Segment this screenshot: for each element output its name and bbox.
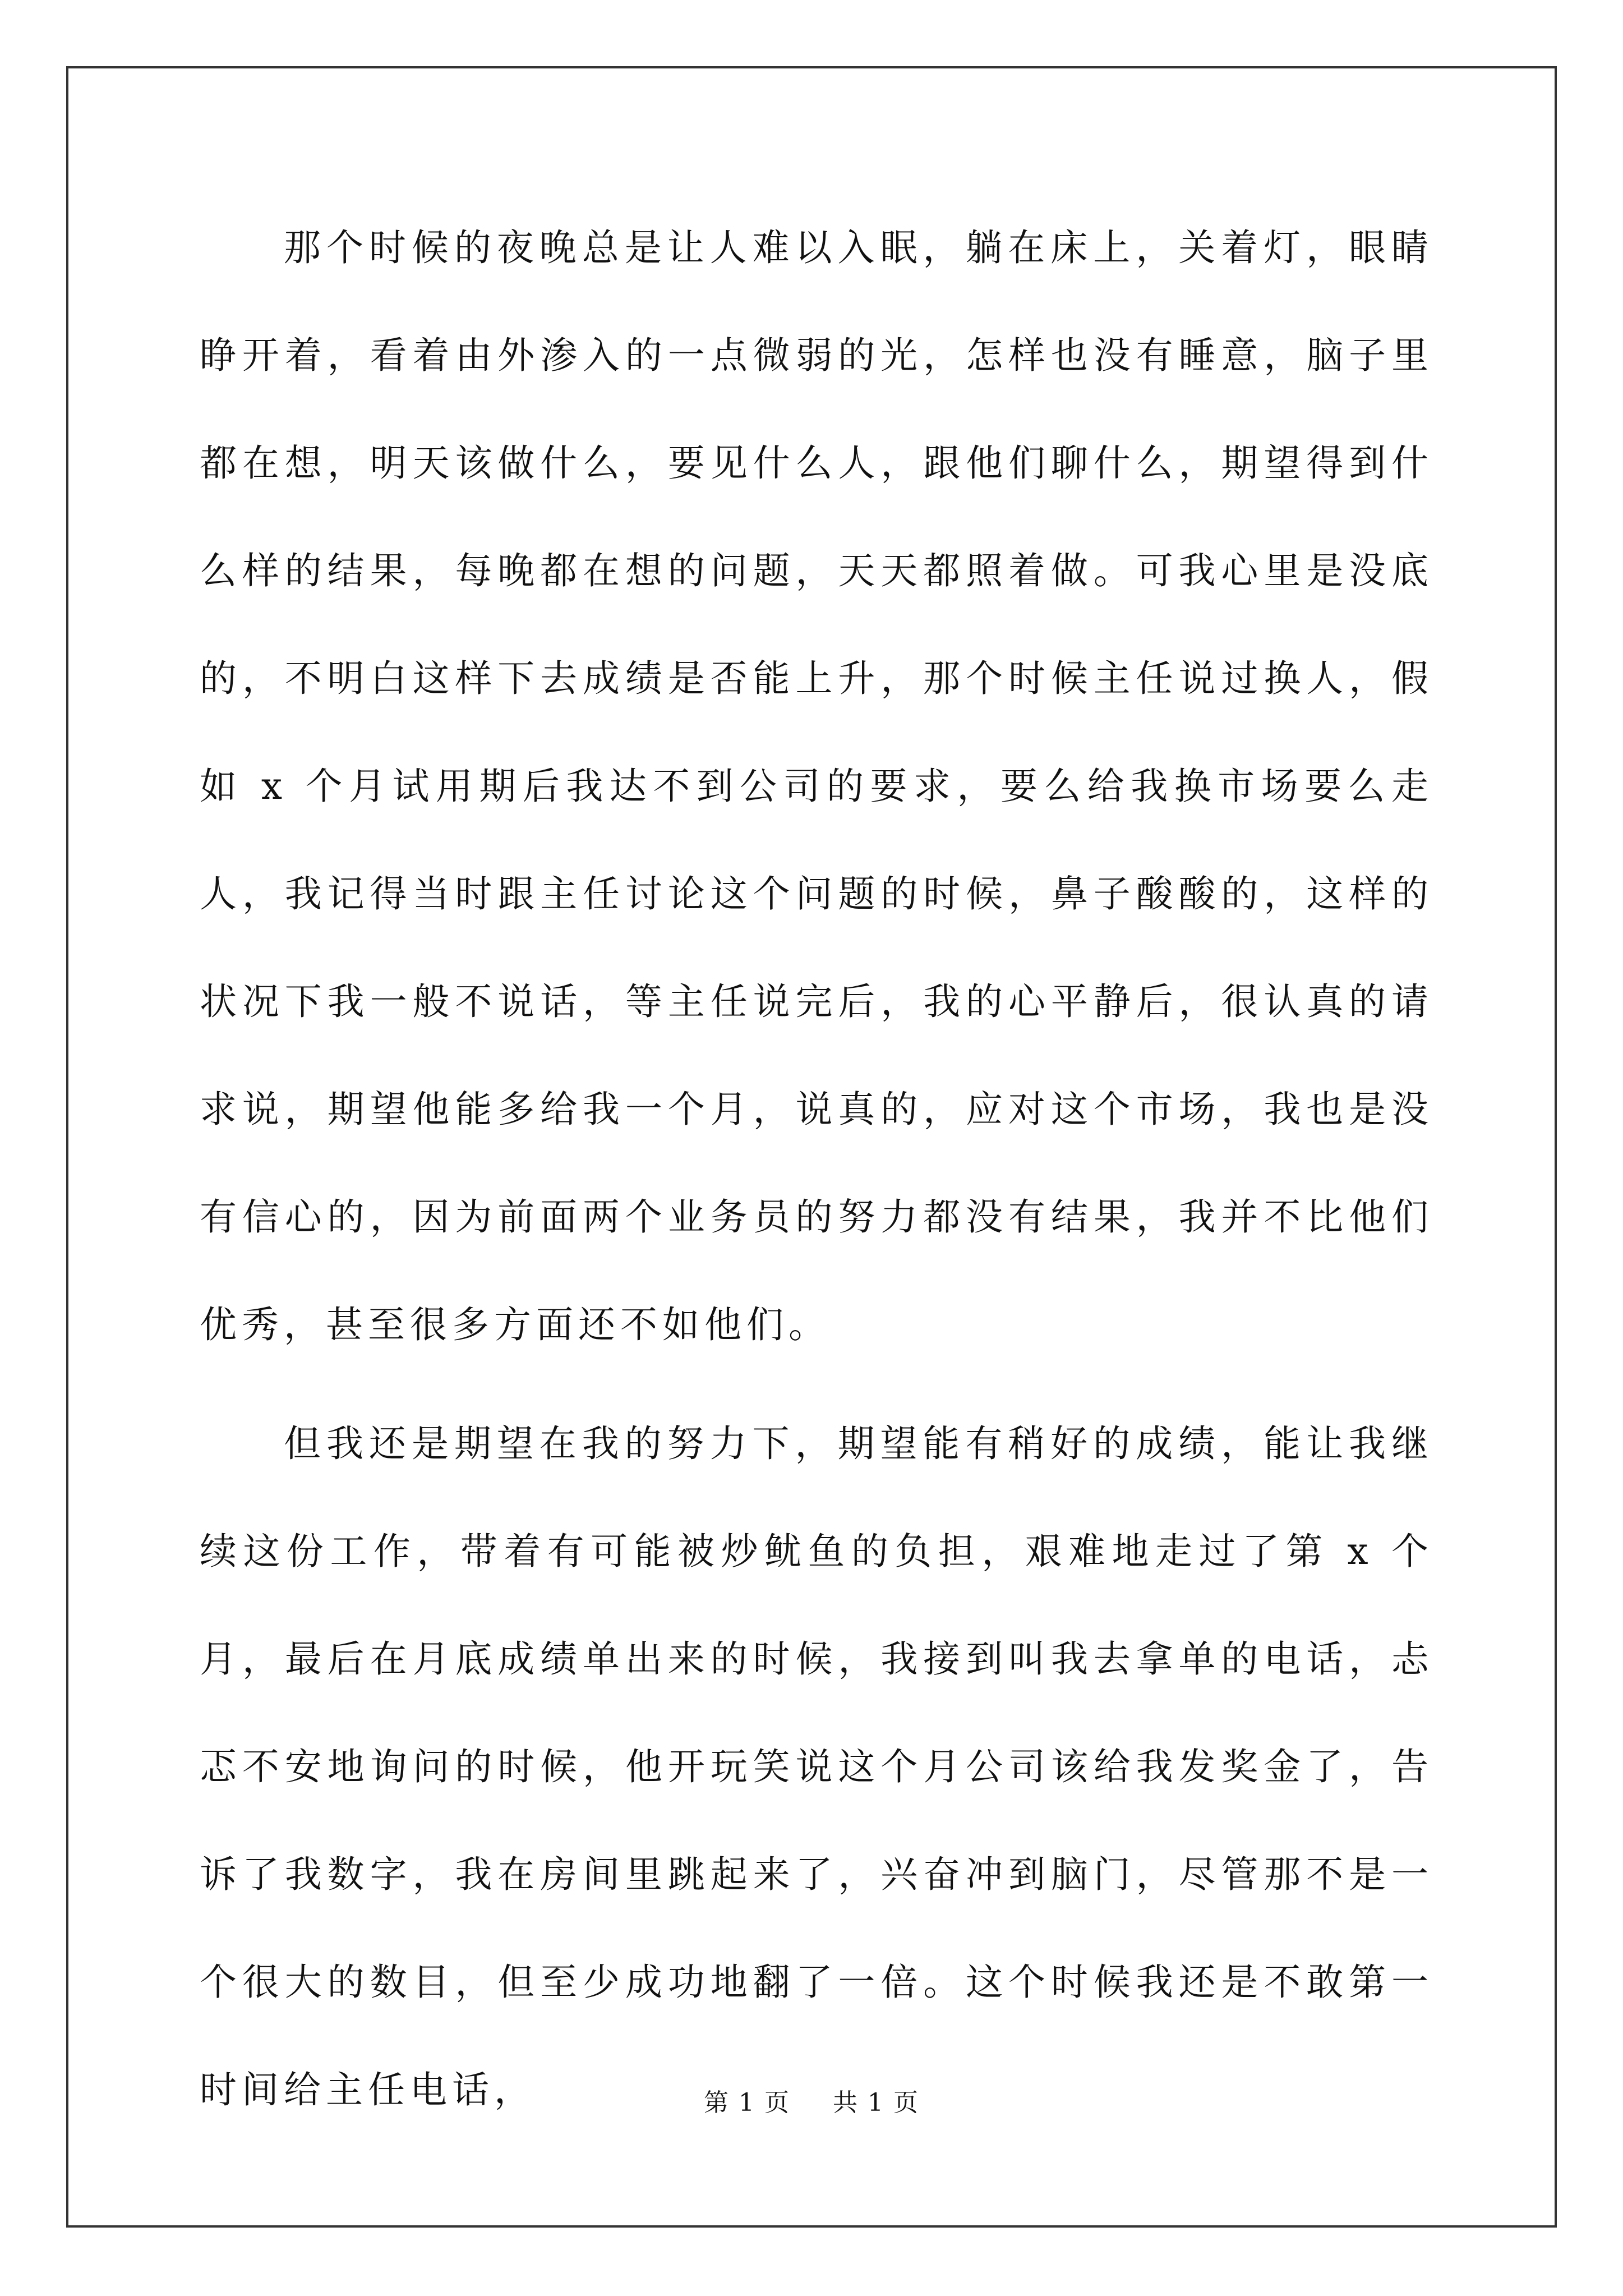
page-number: 第 1 页 (704, 2088, 790, 2117)
paragraph-1: 那个时候的夜晚总是让人难以入眠，躺在床上，关着灯，眼睛睁开着，看着由外渗入的一点微弱的光，怎样也没有睡意，脑子里都在想，明天该做什么，要见什么人，跟他们聊什么，期望得到什么样的结果，每晚都在想的问题，天天都照着做。可我心里是没底的，不明白这样下去成绩是否能上升，那个时候主任说过换人，假如 x 个月试用期后我达不到公司的要求，要么给我换市场要么走人，我记得当时跟主任讨论这个问题的时候，鼻子酸酸的，这样的状况下我一般不说话，等主任说完后，我的心平静后，很认真的请求说，期望他能多给我一个月，说真的，应对这个市场，我也是没有信心的，因为前面两个业务员的努力都没有结果，我并不比他们优秀，甚至很多方面还不如他们。 (200, 226, 1433, 1346)
paragraph-2: 但我还是期望在我的努力下，期望能有稍好的成绩，能让我继续这份工作，带着有可能被炒鱿鱼的负担，艰难地走过了第 x 个月，最后在月底成绩单出来的时候，我接到叫我去拿单的电话，忐忑不安地询问的时候，他开玩笑说这个月公司该给我发奖金了，告诉了我数字，我在房间里跳起来了，兴奋冲到脑门，尽管那不是一个很大的数目，但至少成功地翻了一倍。这个时候我还是不敢第一时间给主任电话， (200, 1422, 1433, 2111)
page-total: 共 1 页 (833, 2088, 919, 2117)
page-footer (0, 2082, 1623, 2118)
